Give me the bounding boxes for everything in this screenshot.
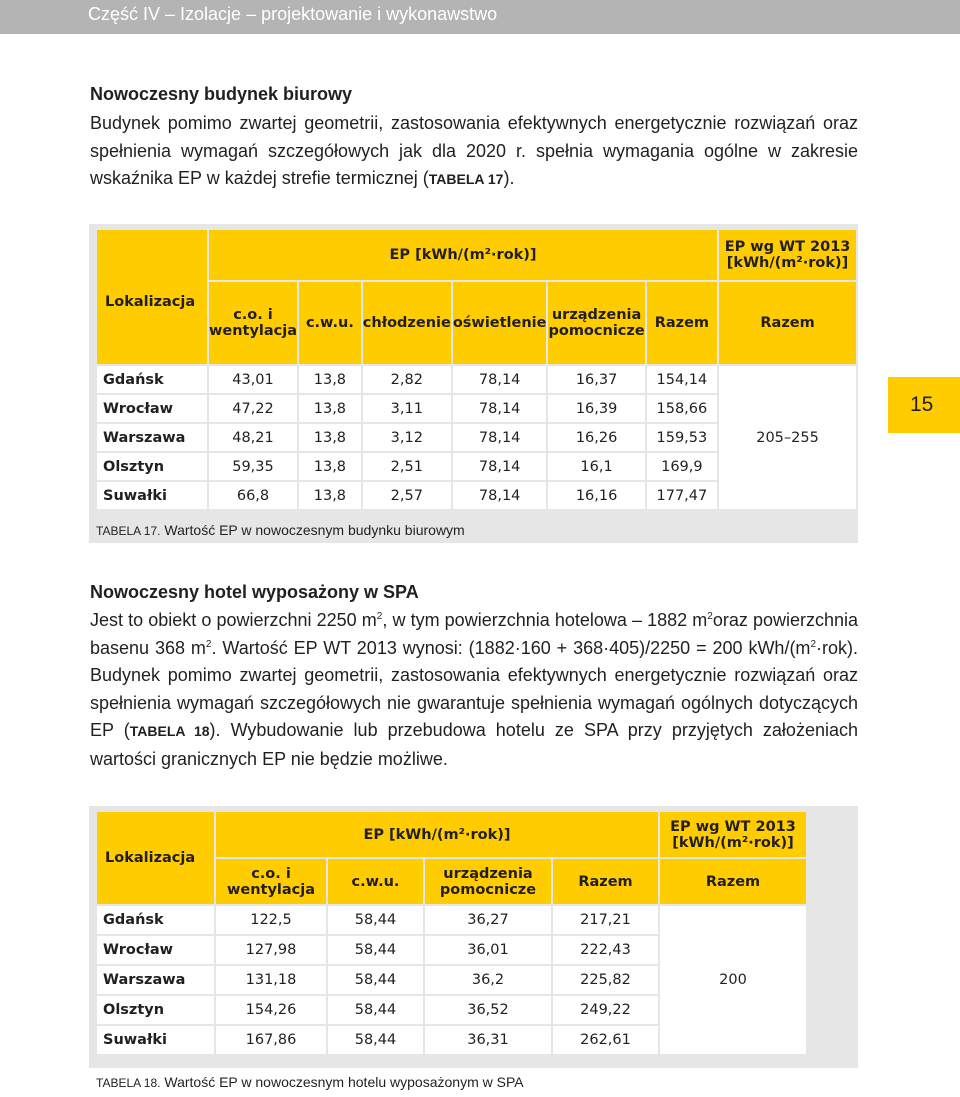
paragraph-text: oraz powierzchnia basenu 368 m	[90, 610, 859, 658]
header-col: Razem	[647, 282, 717, 364]
cell: 154,26	[216, 996, 326, 1024]
cell: 167,86	[216, 1026, 326, 1054]
table-17-caption	[96, 522, 465, 538]
superscript: 2	[810, 638, 816, 650]
header-col-wt: Razem	[660, 859, 806, 904]
header-wt-group: EP wg WT 2013 [kWh/(m²·rok)]	[719, 230, 856, 280]
row-city: Suwałki	[97, 482, 207, 509]
cell: 47,22	[209, 395, 297, 422]
superscript: 2	[376, 611, 383, 622]
row-city: Warszawa	[97, 424, 207, 451]
table-18-panel	[89, 806, 858, 1068]
header-wt-group: EP wg WT 2013 [kWh/(m²·rok)]	[660, 812, 806, 857]
header-col: c.w.u.	[328, 859, 423, 904]
cell: 58,44	[328, 966, 423, 994]
cell: 122,5	[216, 906, 326, 934]
row-city: Wrocław	[97, 395, 207, 422]
cell: 177,47	[647, 482, 717, 509]
caption-label: TABELA 18.	[96, 1076, 161, 1090]
cell: 36,2	[425, 966, 551, 994]
cell: 58,44	[328, 996, 423, 1024]
header-col: chłodzenie	[363, 282, 451, 364]
header-col: oświetlenie	[453, 282, 547, 364]
cell: 13,8	[299, 395, 361, 422]
cell: 222,43	[553, 936, 658, 964]
cell: 66,8	[209, 482, 297, 509]
cell: 16,26	[548, 424, 644, 451]
paragraph-hotel	[90, 607, 858, 773]
table-reference: TABELA 18	[129, 723, 210, 739]
section-title-hotel: Nowoczesny hotel wyposażony w SPA	[90, 582, 419, 602]
header-ep-group: EP [kWh/(m²·rok)]	[209, 230, 717, 280]
paragraph-text-end: ).	[503, 168, 515, 188]
cell: 58,44	[328, 936, 423, 964]
cell: 48,21	[209, 424, 297, 451]
cell: 3,12	[363, 424, 451, 451]
cell: 169,9	[647, 453, 717, 480]
cell: 2,57	[363, 482, 451, 509]
wt-value: 200	[660, 906, 806, 1054]
cell: 13,8	[299, 424, 361, 451]
cell: 59,35	[209, 453, 297, 480]
table-17-panel	[89, 224, 858, 543]
wt-value: 205–255	[719, 366, 856, 509]
row-city: Wrocław	[97, 936, 214, 964]
cell: 225,82	[553, 966, 658, 994]
cell: 16,39	[548, 395, 644, 422]
cell: 78,14	[453, 366, 547, 393]
cell: 2,82	[363, 366, 451, 393]
cell: 36,01	[425, 936, 551, 964]
header-location: Lokalizacja	[97, 230, 207, 364]
cell: 159,53	[647, 424, 717, 451]
cell: 16,37	[548, 366, 644, 393]
paragraph-text: . Wartość EP WT 2013 wynosi: (1882·160 + 368·405)/2250 = 200 kWh/(m	[211, 637, 811, 658]
cell: 13,8	[299, 366, 361, 393]
cell: 131,18	[216, 966, 326, 994]
paragraph-office	[90, 110, 858, 194]
row-city: Gdańsk	[97, 906, 214, 934]
row-city: Olsztyn	[97, 453, 207, 480]
cell: 3,11	[363, 395, 451, 422]
row-city: Warszawa	[97, 966, 214, 994]
cell: 78,14	[453, 482, 547, 509]
caption-text: Wartość EP w nowoczesnym hotelu wyposażonym w SPA	[164, 1074, 524, 1090]
header-col: c.o. i wentylacja	[216, 859, 326, 904]
cell: 158,66	[647, 395, 717, 422]
header-col: c.o. i wentylacja	[209, 282, 297, 364]
cell: 58,44	[328, 906, 423, 934]
header-ep-group: EP [kWh/(m²·rok)]	[216, 812, 658, 857]
cell: 2,51	[363, 453, 451, 480]
cell: 78,14	[453, 453, 547, 480]
cell: 36,27	[425, 906, 551, 934]
section-title-office: Nowoczesny budynek biurowy	[90, 84, 353, 104]
cell: 127,98	[216, 936, 326, 964]
paragraph-text-end: ). Wybudowanie lub przebudowa hotelu ze SPA przy przyjętych założeniach wartości granicznych EP nie będzie możliwe.	[90, 720, 858, 769]
superscript: 2	[205, 638, 212, 650]
cell: 154,14	[647, 366, 717, 393]
cell: 249,22	[553, 996, 658, 1024]
caption-label: TABELA 17.	[96, 524, 161, 538]
running-header	[0, 0, 960, 34]
cell: 36,52	[425, 996, 551, 1024]
header-col: urządzenia pomocnicze	[425, 859, 551, 904]
row-city: Olsztyn	[97, 996, 214, 1024]
cell: 13,8	[299, 482, 361, 509]
table-17	[95, 228, 858, 511]
cell: 58,44	[328, 1026, 423, 1054]
paragraph-text: , w tym powierzchnia hotelowa – 1882 m	[382, 610, 708, 630]
row-city: Suwałki	[97, 1026, 214, 1054]
running-title: Część IV – Izolacje – projektowanie i wykonawstwo	[88, 4, 498, 24]
header-location: Lokalizacja	[97, 812, 214, 904]
header-col: c.w.u.	[299, 282, 361, 364]
cell: 36,31	[425, 1026, 551, 1054]
cell: 43,01	[209, 366, 297, 393]
header-col: Razem	[553, 859, 658, 904]
superscript: 2	[707, 611, 713, 622]
table-18	[95, 810, 808, 1056]
paragraph-text: Budynek pomimo zwartej geometrii, zastosowania efektywnych energetycznie rozwiązań oraz spełnienia wymagań szczegółowych jak dla 2020 r. spełnia wymagania ogólne w zakresie wskaźnika EP w każdej strefie termicznej (	[90, 113, 858, 188]
cell: 16,1	[548, 453, 644, 480]
cell: 262,61	[553, 1026, 658, 1054]
cell: 78,14	[453, 395, 547, 422]
cell: 217,21	[553, 906, 658, 934]
page-number: 15	[910, 393, 934, 416]
caption-text: Wartość EP w nowoczesnym budynku biurowym	[164, 522, 465, 538]
cell: 78,14	[453, 424, 547, 451]
page-number-tab	[888, 377, 960, 433]
cell: 16,16	[548, 482, 644, 509]
table-18-caption	[96, 1074, 524, 1090]
row-city: Gdańsk	[97, 366, 207, 393]
header-col: urządzenia pomocnicze	[548, 282, 644, 364]
cell: 13,8	[299, 453, 361, 480]
paragraph-text: Jest to obiekt o powierzchni 2250 m	[90, 610, 377, 630]
header-col-wt: Razem	[719, 282, 856, 364]
paragraph-text: ·rok). Budynek pomimo zwartej geometrii, zastosowania efektywnych energetycznie rozwiązań oraz spełnienia wymagań szczegółowych nie gwarantuje spełnienia wymagań ogólnych dotyczących EP (	[90, 637, 858, 740]
table-reference: TABELA 17	[428, 171, 504, 187]
